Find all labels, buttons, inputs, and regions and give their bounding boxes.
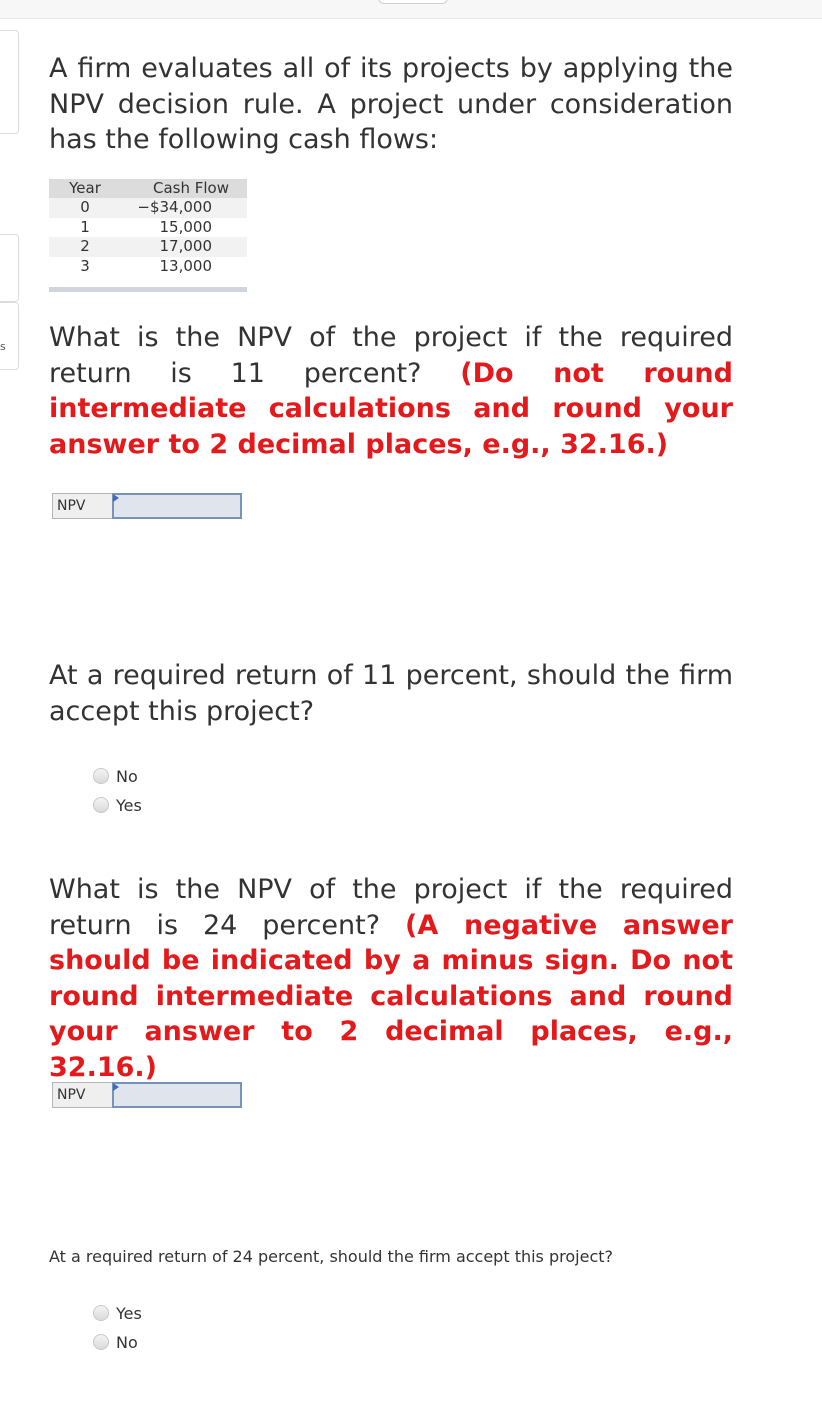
year-header: Year	[49, 179, 121, 198]
table-row	[49, 257, 247, 277]
input-corner-flag-icon	[113, 1083, 119, 1091]
npv-input-11[interactable]	[112, 493, 242, 519]
cash-flow-cell: 13,000	[159, 256, 212, 275]
side-panel-card[interactable]	[0, 30, 19, 134]
radio-label: Yes	[116, 1304, 142, 1323]
year-cell: 3	[80, 256, 90, 275]
year-cell: 2	[49, 237, 121, 257]
top-bar	[0, 0, 822, 19]
question-accept-11: At a required return of 11 percent, should the firm accept this project?	[49, 660, 733, 727]
question-npv-24	[49, 872, 733, 1085]
cash-flow-cell: 17,000	[121, 237, 247, 257]
question-text: What is the NPV of the project if the required return is 24 percent?	[49, 874, 733, 941]
question-text: What is the NPV of the project if the required return is 11 percent?	[49, 322, 733, 389]
radio-label: Yes	[116, 796, 142, 815]
radio-button-icon[interactable]	[93, 797, 109, 813]
side-panel-card[interactable]	[0, 234, 19, 302]
intro-text: A firm evaluates all of its projects by applying the NPV decision rule. A project under consideration has the following cash flows:	[49, 53, 733, 155]
radio-label: No	[116, 1333, 138, 1352]
input-corner-flag-icon	[113, 494, 119, 502]
table-row	[49, 218, 247, 238]
npv-answer-row-24	[52, 1082, 242, 1108]
radio-button-icon[interactable]	[93, 768, 109, 784]
npv-input-24[interactable]	[112, 1082, 242, 1108]
year-cell: 1	[80, 217, 90, 236]
instruction-note: (A negative answer should be indicated by a minus sign. Do not round intermediate calculations and round your answer to 2 decimal places, e.g., 32.16.)	[49, 909, 733, 1083]
question-accept-24: At a required return of 24 percent, should the firm accept this project?	[49, 1247, 613, 1266]
cash-flow-cell: −$34,000	[121, 198, 247, 218]
table-bottom-rule	[49, 287, 247, 292]
radio-button-icon[interactable]	[93, 1334, 109, 1350]
side-panel-letter: s	[0, 340, 6, 353]
table-row	[49, 198, 247, 218]
npv-input-label: NPV	[52, 1082, 116, 1108]
side-panel-card[interactable]	[0, 302, 19, 370]
npv-answer-row-11	[52, 493, 242, 519]
question-npv-11	[49, 320, 733, 462]
table-header-row	[49, 179, 247, 198]
cash-flow-table	[49, 179, 247, 276]
top-tab-handle[interactable]	[378, 0, 448, 4]
cash-flow-header: Cash Flow	[121, 179, 247, 198]
npv-input-label: NPV	[52, 493, 116, 519]
radio-button-icon[interactable]	[93, 1305, 109, 1321]
table-row	[49, 237, 247, 257]
instruction-note: (Do not round intermediate calculations and round your answer to 2 decimal places, e.g., 32.16.)	[49, 357, 733, 460]
cash-flow-cell: 15,000	[159, 217, 212, 236]
radio-label: No	[116, 767, 138, 786]
year-cell: 0	[49, 198, 121, 218]
